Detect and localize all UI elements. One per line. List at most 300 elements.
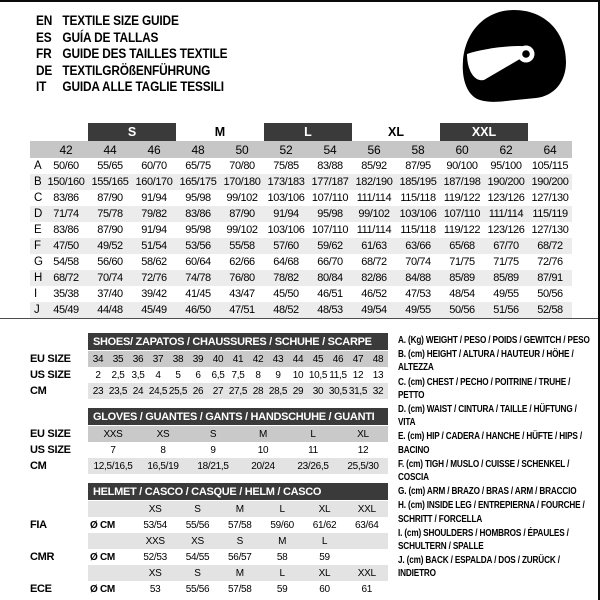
measure-value: 54/58 <box>53 256 79 268</box>
size-label-cell: L <box>279 503 285 515</box>
size-cell: 56/57 <box>228 551 252 563</box>
numeric-size: 60 <box>440 141 484 158</box>
size-label-cell: S <box>194 503 201 515</box>
size-cell: 8 <box>160 444 166 456</box>
row-label: CM <box>30 460 47 472</box>
measure-value: 49/54 <box>352 302 396 318</box>
size-cell: 59 <box>276 583 288 595</box>
size-cell: 25,5/30 <box>347 460 379 472</box>
size-label-cell <box>346 533 388 549</box>
measure-value: 71/74 <box>44 206 88 222</box>
measure-value: 62/66 <box>229 256 255 268</box>
size-cell: 25,5 <box>168 385 188 397</box>
shoes-table-row <box>30 351 388 367</box>
measure-value: 71/75 <box>449 256 475 268</box>
size-label-cell: XL <box>318 503 331 515</box>
measure-value: 91/94 <box>141 224 167 236</box>
shoes-table-row <box>30 367 388 383</box>
language-code: FR <box>36 46 52 62</box>
measure-value: 87/90 <box>97 192 123 204</box>
size-cell: 61 <box>361 583 373 595</box>
size-band-l: L <box>264 123 352 141</box>
size-cell: 42 <box>252 353 264 365</box>
size-cell: 60 <box>319 583 330 595</box>
size-cell: 10 <box>292 369 304 381</box>
size-label-cell: M <box>235 503 244 515</box>
size-cell: 10,5 <box>308 369 328 381</box>
textile-size-table <box>30 123 572 318</box>
size-cell: L <box>310 428 316 440</box>
size-cell: 13 <box>372 369 384 381</box>
measure-value: 173/183 <box>264 174 308 190</box>
size-label-cell: XS <box>191 535 204 547</box>
measure-value: 41/45 <box>185 288 211 300</box>
measure-value: 182/190 <box>352 174 396 190</box>
row-label: US SIZE <box>30 369 71 381</box>
measure-value: 84/88 <box>396 270 440 286</box>
measure-value: 68/72 <box>361 256 387 268</box>
guide-title: TEXTILE SIZE GUIDE <box>62 13 179 28</box>
size-cell: 38 <box>172 353 184 365</box>
row-cells <box>88 383 388 399</box>
measure-value: 53/56 <box>176 238 220 254</box>
measure-row-label: I <box>34 288 37 300</box>
num-spacer <box>30 141 44 158</box>
size-cell: 46 <box>332 353 344 365</box>
size-cell: 41 <box>232 353 244 365</box>
measure-value: 72/76 <box>537 256 563 268</box>
legend-item: F. (cm) TIGH / MUSLO / CUISSE / SCHENKEL / COSCIA <box>398 457 570 484</box>
measure-row-label: G <box>34 256 43 268</box>
numeric-size: 56 <box>352 141 396 158</box>
numeric-size: 52 <box>264 141 308 158</box>
measure-value: 83/86 <box>176 206 220 222</box>
size-cell <box>346 549 388 565</box>
measure-value: 75/85 <box>273 160 299 172</box>
unit-label: Ø CM <box>90 519 115 531</box>
measure-value: 43/47 <box>229 288 255 300</box>
measure-value: 56/60 <box>97 256 123 268</box>
measure-value: 68/72 <box>528 238 572 254</box>
measure-value: 35/38 <box>53 288 79 300</box>
measure-row-c <box>30 190 572 206</box>
size-cell: 11,5 <box>329 369 347 381</box>
measure-value: 46/50 <box>176 302 220 318</box>
size-cell: 9 <box>275 369 281 381</box>
size-label-cell: M <box>235 567 244 579</box>
size-label-cell: L <box>321 535 328 547</box>
measure-value: 58/62 <box>141 256 167 268</box>
size-cell: 16,5/19 <box>147 460 179 472</box>
table-title: GLOVES / GUANTES / GANTS / HANDSCHUHE / GUANTI <box>88 408 388 425</box>
row-cells <box>88 533 388 549</box>
measure-value: 45/49 <box>44 302 88 318</box>
size-cell: 7 <box>110 444 116 456</box>
measure-value: 72/76 <box>132 270 176 286</box>
table-title: SHOES/ ZAPATOS / CHAUSSURES / SCHUHE / SCARPE <box>88 333 388 350</box>
size-cell: S <box>209 428 217 440</box>
row-cells <box>88 458 388 474</box>
size-cell: 34 <box>92 353 104 365</box>
size-label-cell: XL <box>318 567 331 579</box>
size-cell: 20/24 <box>251 460 275 472</box>
measure-value: 95/100 <box>490 160 522 172</box>
size-cell: 24 <box>132 385 144 397</box>
size-label-cell: L <box>279 567 285 579</box>
size-cell: 43 <box>272 353 284 365</box>
size-cell: 28,5 <box>268 385 288 397</box>
size-label-cell: M <box>278 535 287 547</box>
measure-value: 65/75 <box>185 160 211 172</box>
measure-value: 76/80 <box>220 270 264 286</box>
size-cell: 23 <box>92 385 104 397</box>
size-cell: 23/26,5 <box>297 460 329 472</box>
measure-value: 91/94 <box>264 206 308 222</box>
legend-item: E. (cm) HIP / CADERA / HANCHE / HÜFTE / HIPS / BACINO <box>398 430 582 456</box>
measure-value: 37/40 <box>97 288 123 300</box>
measure-value: 39/42 <box>141 288 167 300</box>
size-cell: 30,5 <box>328 385 348 397</box>
measure-value: 68/72 <box>44 270 88 286</box>
numeric-size: 46 <box>132 141 176 158</box>
size-cell: 27 <box>212 385 224 397</box>
size-cell: 57/58 <box>228 583 252 595</box>
shoes-table-row <box>30 383 388 399</box>
rail-spacer <box>30 533 88 549</box>
row-label: US SIZE <box>30 444 71 456</box>
racing-helmet-icon <box>450 4 578 110</box>
measure-value: 70/74 <box>88 270 132 286</box>
size-cell: 48 <box>372 353 384 365</box>
numeric-size: 50 <box>220 141 264 158</box>
measure-value: 55/65 <box>97 160 123 172</box>
measure-value: 74/78 <box>176 270 220 286</box>
gloves-table-row <box>30 426 388 442</box>
measure-value: 47/51 <box>220 302 264 318</box>
size-label-cell: XXL <box>357 567 376 579</box>
measure-value: 50/56 <box>440 302 484 318</box>
row-cells <box>88 351 388 367</box>
size-cell: XXS <box>103 428 123 440</box>
size-cell: 2,5 <box>111 369 125 381</box>
unit-spacer <box>88 533 134 549</box>
measure-value: 85/89 <box>440 270 484 286</box>
size-cell: 35 <box>112 353 124 365</box>
size-cell: XL <box>357 428 369 440</box>
measure-value: 103/106 <box>267 224 305 236</box>
size-band-m: M <box>214 125 226 139</box>
measure-value: 90/100 <box>446 160 478 172</box>
helmet-title-row <box>30 483 388 500</box>
measure-value: 79/82 <box>132 206 176 222</box>
row-cells <box>88 565 388 581</box>
measure-row-d <box>30 206 572 222</box>
numeric-size: 58 <box>396 141 440 158</box>
legend-item: J. (cm) BACK / ESPALDA / DOS / ZURÜCK / INDIETRO <box>398 554 560 580</box>
row-label: EU SIZE <box>30 353 71 365</box>
measure-value: 115/118 <box>400 192 436 204</box>
size-cell: 12 <box>357 444 369 456</box>
language-row <box>36 63 227 80</box>
size-cell: 36 <box>132 353 144 365</box>
guide-title: GUIDE DES TAILLES TEXTILE <box>62 46 228 62</box>
measure-value: 87/90 <box>220 206 264 222</box>
legend-item: C. (cm) CHEST / PECHO / POITRINE / TRUHE / PETTO <box>398 375 571 401</box>
row-cells <box>88 501 388 517</box>
measure-row-j <box>30 302 572 318</box>
size-cell: 27,5 <box>228 385 248 397</box>
measure-value: 85/92 <box>361 160 387 172</box>
measure-value: 46/51 <box>317 288 343 300</box>
measure-value: 150/160 <box>44 174 88 190</box>
measure-value: 115/119 <box>528 206 572 222</box>
measure-value: 95/98 <box>185 224 211 236</box>
helmet-size-row <box>30 565 388 581</box>
measure-value: 45/50 <box>273 288 299 300</box>
size-cell: 32 <box>372 385 384 397</box>
size-cell: 45 <box>312 353 324 365</box>
measure-value: 123/126 <box>487 224 525 236</box>
measure-value: 85/89 <box>484 270 528 286</box>
measure-value: 66/70 <box>317 256 343 268</box>
measure-value: 107/110 <box>311 224 349 236</box>
size-cell: 58 <box>276 551 288 563</box>
measure-value: 71/75 <box>493 256 519 268</box>
helmet-table <box>30 483 388 597</box>
size-cell: 11 <box>308 444 318 456</box>
standard-label: ECE <box>30 583 52 595</box>
size-cell: 6 <box>195 369 201 381</box>
numeric-size: 62 <box>484 141 528 158</box>
row-cells <box>88 442 388 458</box>
measure-value: 63/66 <box>396 238 440 254</box>
size-cell: 44 <box>292 353 304 365</box>
guide-title: TEXTILGRÖßENFÜHRUNG <box>62 62 211 78</box>
numeric-size: 64 <box>528 141 572 158</box>
measure-row-b <box>30 174 572 190</box>
measure-value: 185/195 <box>396 174 440 190</box>
row-cells <box>88 367 388 383</box>
measure-value: 107/110 <box>440 206 484 222</box>
language-row <box>36 79 227 96</box>
measure-value: 82/86 <box>352 270 396 286</box>
size-label-cell: XXS <box>145 535 165 547</box>
measure-value: 160/170 <box>132 174 176 190</box>
measure-value: 170/180 <box>220 174 264 190</box>
measure-value: 51/56 <box>484 302 528 318</box>
helmet-value-row <box>30 581 388 597</box>
size-cell: 30 <box>312 385 324 397</box>
size-label-cell: XS <box>148 503 162 515</box>
measure-value: 51/54 <box>132 238 176 254</box>
measure-row-label: H <box>30 270 44 286</box>
legend-item: G. (cm) ARM / BRAZO / BRAS / ARM / BRACCIO <box>398 485 577 498</box>
measure-value: 127/130 <box>531 192 569 204</box>
row-cells <box>88 549 388 565</box>
rail-spacer <box>30 483 88 500</box>
table-title: HELMET / CASCO / CASQUE / HELM / CASCO <box>88 483 388 500</box>
measure-value: 50/56 <box>537 288 563 300</box>
guide-title: GUÍA DE TALLAS <box>62 29 159 45</box>
measure-value: 64/68 <box>273 256 299 268</box>
measure-value: 103/106 <box>267 192 305 204</box>
measure-value: 190/200 <box>528 174 572 190</box>
racing-helmet-graphic <box>450 4 578 110</box>
measure-value: 47/50 <box>44 238 88 254</box>
size-cell: 23,5 <box>108 385 128 397</box>
measure-value: 45/49 <box>132 302 176 318</box>
measure-value: 83/86 <box>53 192 79 204</box>
unit-spacer <box>88 501 134 517</box>
standard-label: FIA <box>30 519 47 531</box>
measure-value: 111/114 <box>484 206 528 222</box>
gloves-table-title-row <box>30 408 388 425</box>
measure-value: 70/80 <box>229 160 255 172</box>
size-cell: 39 <box>192 353 204 365</box>
measure-row-g <box>30 254 572 270</box>
measure-value: 99/102 <box>226 224 258 236</box>
shoes-table <box>30 333 388 399</box>
measure-value: 70/74 <box>405 256 431 268</box>
measure-row-label: F <box>30 238 44 254</box>
size-band-xl: XL <box>388 125 404 139</box>
measure-value: 59/62 <box>308 238 352 254</box>
helmet-value-row <box>30 549 388 565</box>
measure-value: 119/122 <box>443 192 481 204</box>
measure-value: 61/63 <box>352 238 396 254</box>
size-cell: 57/58 <box>228 519 252 531</box>
size-cell: 59/60 <box>270 519 294 531</box>
measure-value: 99/102 <box>352 206 396 222</box>
language-row <box>36 13 227 30</box>
size-cell: 4 <box>155 369 161 381</box>
size-cell: 55/56 <box>185 583 210 595</box>
measure-value: 111/114 <box>356 192 392 204</box>
size-cell: 26 <box>192 385 204 397</box>
measure-value: 165/175 <box>176 174 220 190</box>
size-cell: 9 <box>210 444 216 456</box>
measure-value: 57/60 <box>264 238 308 254</box>
language-code: DE <box>36 62 53 78</box>
gloves-table-row <box>30 458 388 474</box>
size-label-cell: S <box>236 535 243 547</box>
row-cells <box>88 581 388 597</box>
size-cell: 55/56 <box>185 519 210 531</box>
size-cell: 47 <box>352 353 364 365</box>
helmet-value-row <box>30 517 388 533</box>
size-cell: 63/64 <box>355 519 379 531</box>
size-cell: 53/54 <box>143 519 167 531</box>
numeric-size: 48 <box>176 141 220 158</box>
measure-value: 78/82 <box>264 270 308 286</box>
helmet-size-row <box>30 501 388 517</box>
size-cell: 2 <box>95 369 101 381</box>
measure-value: 83/86 <box>53 224 79 236</box>
measure-row-e <box>30 222 572 238</box>
measure-value: 119/122 <box>443 224 481 236</box>
measure-value: 95/98 <box>308 206 352 222</box>
measure-value: 190/200 <box>484 174 528 190</box>
legend-item: D. (cm) WAIST / CINTURA / TAILLE / HÜFTUNG / VITA <box>398 403 577 429</box>
size-cell: 53 <box>149 583 161 595</box>
size-label-cell: XXL <box>357 503 376 515</box>
helmet-size-row <box>30 533 388 549</box>
language-title-list <box>36 13 227 96</box>
size-cell: M <box>258 428 268 440</box>
measure-row-i <box>30 286 572 302</box>
measure-value: 111/114 <box>356 224 392 236</box>
language-row <box>36 30 227 47</box>
measure-value: 80/84 <box>308 270 352 286</box>
measure-value: 49/52 <box>88 238 132 254</box>
measure-value: 60/70 <box>141 160 167 172</box>
measure-value: 115/118 <box>400 224 436 236</box>
measure-value: 83/88 <box>317 160 343 172</box>
measure-value: 95/98 <box>185 192 211 204</box>
language-code: ES <box>36 29 52 45</box>
rail-spacer <box>30 565 88 581</box>
size-cell: 24,5 <box>148 385 168 397</box>
size-cell: 29 <box>292 385 304 397</box>
size-cell: 7,5 <box>231 369 245 381</box>
size-cell: 59 <box>319 551 330 563</box>
size-label-cell: S <box>194 567 201 579</box>
measure-value: 103/106 <box>396 206 440 222</box>
measure-row-label: E <box>34 224 42 236</box>
language-row <box>36 46 227 63</box>
size-band-empty <box>44 123 88 141</box>
rail-spacer <box>30 333 88 350</box>
shoes-table-title-row <box>30 333 388 350</box>
measure-value: 155/165 <box>88 174 132 190</box>
legend-item: A. (Kg) WEIGHT / PESO / POIDS / GEWITCH / PESO <box>398 334 590 346</box>
row-cells <box>88 426 388 442</box>
measure-value: 91/94 <box>141 192 167 204</box>
measure-value: 49/55 <box>396 302 440 318</box>
unit-label: Ø CM <box>90 551 115 563</box>
lower-tables <box>30 333 388 600</box>
rail-spacer <box>30 501 88 517</box>
measure-value: 87/91 <box>528 270 572 286</box>
numeric-size: 42 <box>44 141 88 158</box>
measure-value: 47/53 <box>405 288 431 300</box>
size-cell: XS <box>156 428 170 440</box>
gloves-table-row <box>30 442 388 458</box>
size-cell: 5 <box>175 369 181 381</box>
size-cell: 6,5 <box>211 369 225 381</box>
size-cell: 12,5/16,5 <box>93 460 133 472</box>
measure-row-label: A <box>34 160 42 172</box>
measure-value: 105/115 <box>531 160 569 172</box>
measure-value: 127/130 <box>531 224 569 236</box>
measurement-legend <box>398 334 594 582</box>
measure-value: 49/55 <box>493 288 519 300</box>
row-label: CM <box>30 385 47 397</box>
numeric-size: 44 <box>88 141 132 158</box>
band-spacer <box>30 123 44 141</box>
size-cell: 40 <box>212 353 224 365</box>
measure-row-label: J <box>30 302 44 318</box>
measure-row-label: C <box>34 192 42 204</box>
measure-row-h <box>30 270 572 286</box>
size-cell: 37 <box>152 353 164 365</box>
size-cell: 31,5 <box>348 385 368 397</box>
measure-value: 87/90 <box>97 224 123 236</box>
size-cell: 52/53 <box>143 551 167 563</box>
size-cell: 54/55 <box>185 551 210 563</box>
measure-value: 60/64 <box>185 256 211 268</box>
legend-item: B. (cm) HEIGHT / ALTURA / HAUTEUR / HÖHE / ALTEZZA <box>398 348 574 374</box>
